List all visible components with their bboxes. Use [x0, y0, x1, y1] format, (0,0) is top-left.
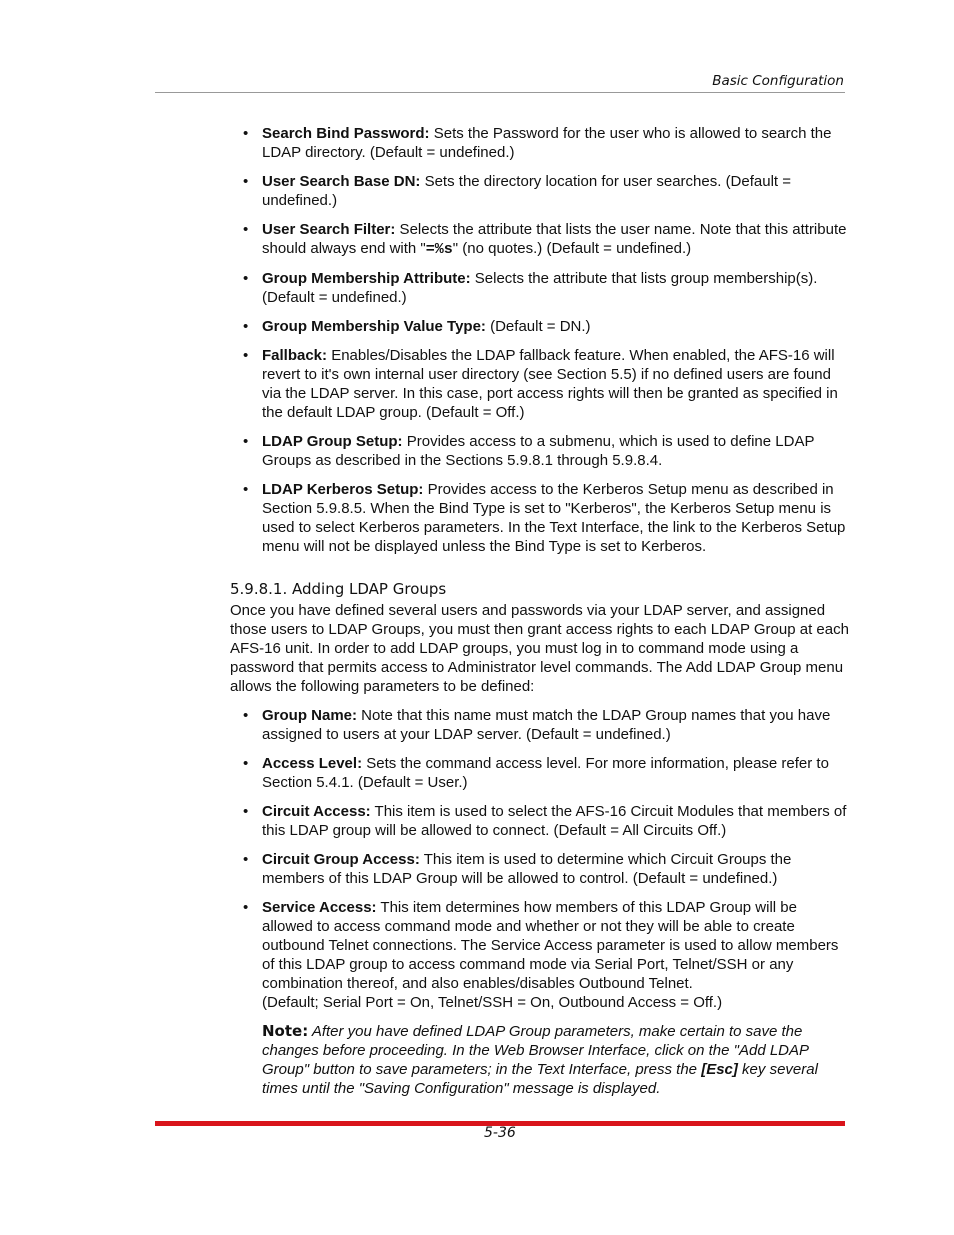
note-text: " message is displayed. — [503, 1080, 661, 1097]
note-quoted-button: Add LDAP Group — [262, 1042, 809, 1078]
item-text: Sets the command access level. For more information, please refer to Section 5.4.1. (Default = User.) — [262, 755, 829, 791]
list-item: • LDAP Kerberos Setup: Provides access to the Kerberos Setup menu as described in Section 5.9.8.5. When the Bind Type is set to "Kerberos", the Kerberos Setup menu is used to select Kerberos parameters. In the Text Interface, the link to the Kerberos Setup menu will not be displayed unless the Bind Type is set to Kerberos. — [243, 481, 846, 555]
list-item: • User Search Base DN: Sets the directory location for user searches. (Default = undefined.) — [243, 173, 792, 209]
note-text: " button to save parameters; in the Text Interface, press the — [303, 1061, 702, 1078]
item-term: Fallback: — [262, 347, 328, 364]
note-key: [Esc] — [701, 1061, 738, 1078]
page-number: 5-36 — [484, 1125, 516, 1141]
item-text: This item is used to determine which Circuit Groups the members of this LDAP Group will be allowed to control. (Default = undefined.) — [262, 851, 792, 887]
section-heading: 5.9.8.1. Adding LDAP Groups — [230, 580, 447, 598]
item-term: Circuit Access: — [262, 803, 371, 820]
item-text: " (no quotes.) (Default = undefined.) — [452, 240, 692, 257]
item-text: Selects the attribute that lists the user name. Note that this attribute should always end with " — [262, 221, 847, 257]
note-text: key several times until the " — [262, 1061, 818, 1097]
section-paragraph: Once you have defined several users and passwords via your LDAP server, and assigned those users to LDAP Groups, you must then grant access rights to each LDAP Group at each AFS-16 unit. In order to add LDAP groups, you must log in to command mode using a password that permits access to Administrator level commands. The Add LDAP Group menu allows the following parameters to be defined: — [230, 602, 849, 695]
list-item: • Service Access: This item determines how members of this LDAP Group will be allowed to access command mode and whether or not they will be able to create outbound Telnet connections. The Service Access parameter is used to allow members of this LDAP group to access command mode via Serial Port, Telnet/SSH or any combination thereof, and also enables/disables Outbound Telnet. (Default; Serial Port = On, Telnet/SSH = On, Outbound Access = Off.) — [243, 899, 839, 1011]
item-term: Circuit Group Access: — [262, 851, 420, 868]
parameter-list — [243, 124, 851, 566]
header-title: Basic Configuration — [712, 73, 844, 89]
item-text: Selects the attribute that lists group membership(s). (Default = undefined.) — [262, 270, 818, 306]
item-text: Sets the directory location for user searches. (Default = undefined.) — [262, 173, 792, 209]
note-quoted-message: Saving Configuration — [364, 1080, 504, 1097]
list-item: • Fallback: Enables/Disables the LDAP fallback feature. When enabled, the AFS-16 will revert to it's own internal user directory (see Section 5.5) if no defined users are found via the LDAP server. In this case, port access rights will then be granted as specified in the default LDAP group. (Default = Off.) — [243, 347, 838, 421]
item-text: (Default = DN.) — [485, 318, 591, 335]
item-text: Enables/Disables the LDAP fallback feature. When enabled, the AFS-16 will revert to it's own internal user directory (see Section 5.5) if no defined users are found via the LDAP server. In this case, port access rights will then be granted as specified in the default LDAP group. (Default = Off.) — [262, 347, 838, 421]
item-term: Group Name: — [262, 707, 358, 724]
note-text: After you have defined LDAP Group parameters, make certain to save the changes before proceeding. In the Web Browser Interface, click on the " — [262, 1023, 803, 1059]
header-rule — [155, 92, 845, 93]
item-text: Provides access to the Kerberos Setup menu as described in Section 5.9.8.5. When the Bind Type is set to "Kerberos", the Kerberos Setup menu is used to select Kerberos parameters. In the Text Interface, the link to the Kerberos Setup menu will not be displayed unless the Bind Type is set to Kerberos. — [262, 481, 846, 555]
code-snippet: =%s — [425, 241, 453, 258]
item-text: This item is used to select the AFS-16 Circuit Modules that members of this LDAP group will be allowed to connect. (Default = All Circuits Off.) — [262, 803, 847, 839]
item-term: LDAP Kerberos Setup: — [262, 481, 424, 498]
list-item: • Circuit Group Access: This item is used to determine which Circuit Groups the members of this LDAP Group will be allowed to control. (Default = undefined.) — [243, 851, 792, 887]
list-item: • Access Level: Sets the command access level. For more information, please refer to Section 5.4.1. (Default = User.) — [243, 755, 829, 791]
group-parameter-list — [243, 706, 851, 1022]
list-item: • Group Membership Value Type: (Default = DN.) — [243, 318, 591, 335]
item-default-text: (Default; Serial Port = On, Telnet/SSH = On, Outbound Access = Off.) — [262, 994, 723, 1011]
item-text: Sets the Password for the user who is allowed to search the LDAP directory. (Default = undefined.) — [262, 125, 832, 161]
item-text: This item determines how members of this LDAP Group will be allowed to access command mode and whether or not they will be able to create outbound Telnet connections. The Service Access parameter is used to allow members of this LDAP group to access command mode via Serial Port, Telnet/SSH or any combination thereof, and also enables/disables Outbound Telnet. — [262, 899, 839, 992]
item-term: Search Bind Password: — [262, 125, 430, 142]
note-label: Note: — [262, 1022, 309, 1040]
list-item: • Group Membership Attribute: Selects the attribute that lists group membership(s). (Default = undefined.) — [243, 270, 818, 306]
list-item: • Group Name: Note that this name must match the LDAP Group names that you have assigned to users at your LDAP server. (Default = undefined.) — [243, 707, 831, 743]
note-box — [262, 1022, 822, 1098]
list-item: • User Search Filter: Selects the attribute that lists the user name. Note that this attribute should always end with "=%s" (no quotes.) (Default = undefined.) — [243, 221, 847, 258]
list-item: • Circuit Access: This item is used to select the AFS-16 Circuit Modules that members of this LDAP group will be allowed to connect. (Default = All Circuits Off.) — [243, 803, 847, 839]
item-term: Service Access: — [262, 899, 377, 916]
list-item: • LDAP Group Setup: Provides access to a submenu, which is used to define LDAP Groups as described in the Sections 5.9.8.1 through 5.9.8.4. — [243, 433, 815, 469]
item-text: Provides access to a submenu, which is used to define LDAP Groups as described in the Sections 5.9.8.1 through 5.9.8.4. — [262, 433, 815, 469]
item-term: User Search Filter: — [262, 221, 396, 238]
list-item: • Search Bind Password: Sets the Password for the user who is allowed to search the LDAP directory. (Default = undefined.) — [243, 125, 832, 161]
item-term: Group Membership Value Type: — [262, 318, 486, 335]
item-term: User Search Base DN: — [262, 173, 421, 190]
item-term: Access Level: — [262, 755, 363, 772]
item-term: Group Membership Attribute: — [262, 270, 471, 287]
item-text: Note that this name must match the LDAP Group names that you have assigned to users at your LDAP server. (Default = undefined.) — [262, 707, 831, 743]
item-term: LDAP Group Setup: — [262, 433, 403, 450]
